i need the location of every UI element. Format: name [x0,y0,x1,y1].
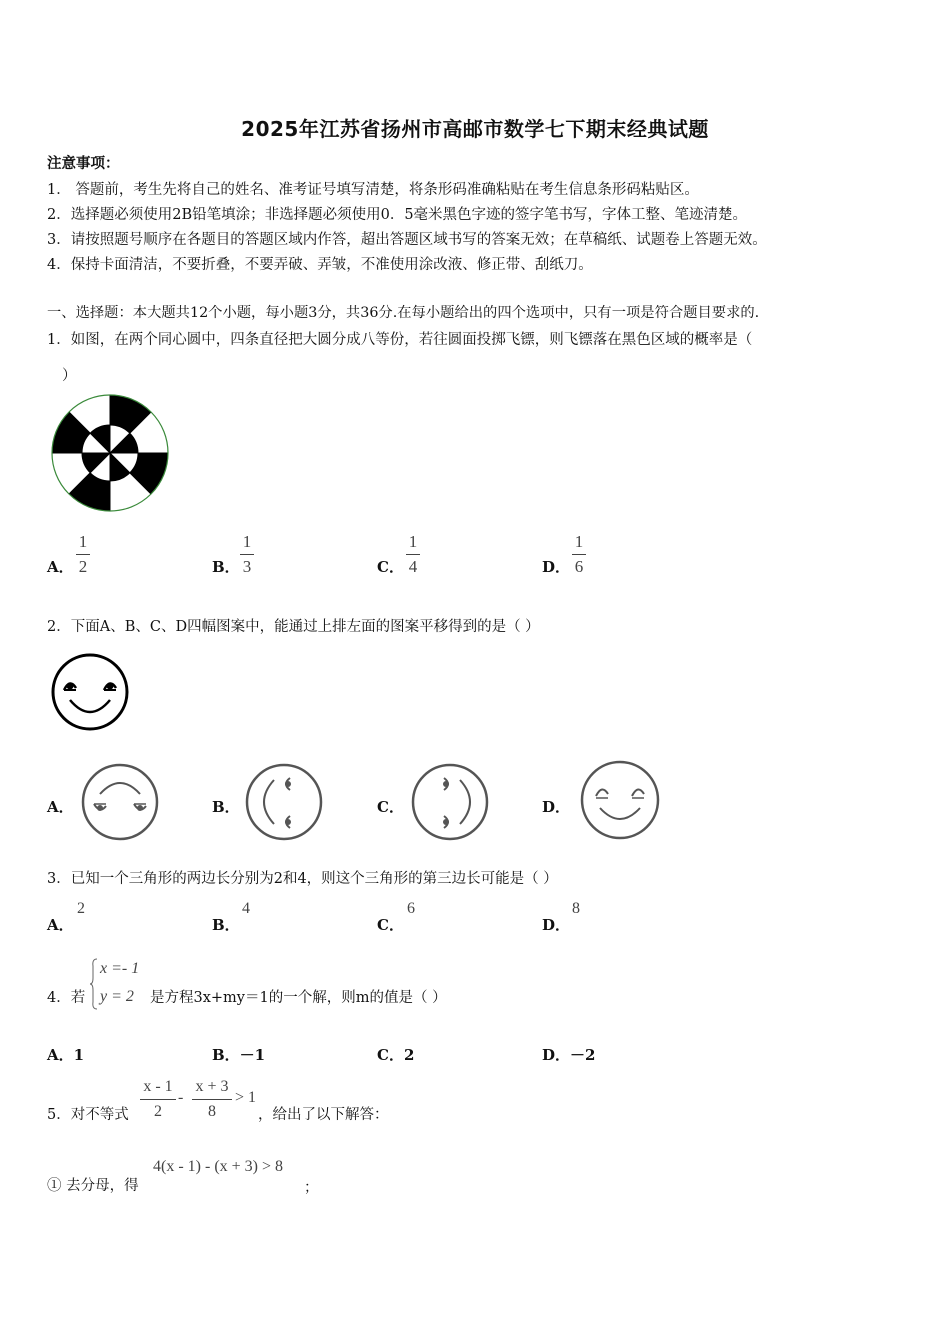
q1-option-a-fraction: 1 2 [76,532,90,577]
q5-step-1-expression: 4(x - 1) - (x + 3) > 8 [153,1158,284,1175]
q2-option-b-letter: B． [212,798,240,816]
q4-prefix: 4．若 [47,990,86,1006]
notice-item-4: 4．保持卡面清洁，不要折叠，不要弄破、弄皱，不准使用涂改液、修正带、刮纸刀。 [47,257,593,273]
q5-step-1-end: ； [304,1180,319,1196]
q3-option-d-value: 8 [572,900,580,917]
smiley-option-c-figure [410,762,490,842]
q5-text: ，给出了以下解答： [258,1107,389,1123]
q3-text: 3．已知一个三角形的两边长分别为2和4，则这个三角形的第三边长可能是（ ） [47,871,558,887]
smiley-option-b-figure [244,762,324,842]
q5-minus: - [178,1089,184,1106]
q2-option-a-letter: A． [47,798,74,816]
q1-close-paren: ） [62,368,77,384]
q3-option-a-value: 2 [77,900,85,917]
q4-option-c: C．2 [377,1046,415,1064]
equation-system-brace [90,958,98,1010]
q4-option-b: B．－1 [212,1046,266,1064]
section-heading: 一、选择题：本大题共12个小题，每小题3分，共36分.在每小题给出的四个选项中，只有一项是符合题目要求的. [47,305,760,321]
dartboard-figure [50,393,170,513]
q1-option-c-fraction: 1 4 [406,532,420,577]
q1-option-a-letter: A． [47,558,74,576]
q1-option-d-letter: D． [542,558,571,576]
q1-option-b-letter: B． [212,558,240,576]
q3-option-c-value: 6 [407,900,415,917]
q5-fraction-2: x + 3 8 [192,1077,232,1122]
q4-text: 是方程3x+my＝1的一个解，则m的值是（ ） [150,990,447,1006]
q5-greater-than: > 1 [235,1089,257,1106]
notice-item-1: 1． 答题前，考生先将自己的姓名、准考证号填写清楚，将条形码准确粘贴在考生信息条形码粘贴区。 [47,182,699,198]
q3-option-b-value: 4 [242,900,250,917]
q2-option-d-letter: D． [542,798,571,816]
notice-heading: 注意事项： [47,155,120,172]
q5-prefix: 5．对不等式 [47,1107,129,1123]
notice-item-3: 3．请按照题号顺序在各题目的答题区域内作答，超出答题区域书写的答案无效；在草稿纸、试题卷上答题无效。 [47,232,767,248]
page-title: 2025年江苏省扬州市高邮市数学七下期末经典试题 [241,117,709,141]
q3-option-a-letter: A． [47,916,74,934]
notice-item-2: 2．选择题必须使用2B铅笔填涂；非选择题必须使用0．5毫米黑色字迹的签字笔书写，字体工整、笔迹清楚。 [47,207,748,223]
q4-system-line-1: x =- 1 [100,960,140,977]
q5-step-1-label: ① 去分母，得 [47,1178,139,1194]
q3-option-c-letter: C． [377,916,404,934]
q4-option-a: A．1 [47,1046,85,1064]
q1-text: 1．如图，在两个同心圆中，四条直径把大圆分成八等份，若往圆面投掷飞镖，则飞镖落在黑色区域的概率是（ [47,332,753,348]
smiley-original-figure [50,652,130,732]
smiley-option-a-figure [80,762,160,842]
q1-option-b-fraction: 1 3 [240,532,254,577]
q1-option-c-letter: C． [377,558,404,576]
q3-option-b-letter: B． [212,916,240,934]
q5-fraction-1: x - 1 2 [140,1077,176,1122]
q3-option-d-letter: D． [542,916,571,934]
smiley-option-d-figure [578,760,662,840]
q1-option-d-fraction: 1 6 [572,532,586,577]
q4-option-d: D．－2 [542,1046,596,1064]
q2-text: 2．下面A、B、C、D四幅图案中，能通过上排左面的图案平移得到的是（ ） [47,619,540,635]
q4-system-line-2: y = 2 [100,988,134,1005]
q2-option-c-letter: C． [377,798,404,816]
